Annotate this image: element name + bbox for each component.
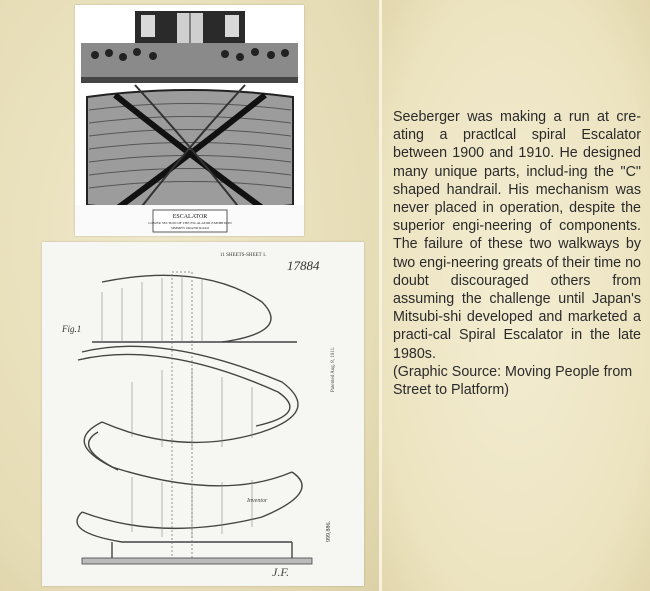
patent-drawing	[42, 242, 364, 586]
patent-corner-mark: J.F.	[272, 565, 290, 579]
engraving-caption-subtitle: LOWER SECTION OF THE ESCALATOR EXHIBITION	[148, 221, 232, 225]
patent-date-label: Patented Aug. 8, 1911.	[331, 346, 336, 392]
graphic-source-caption: (Graphic Source: Moving People from Street to Platform)	[393, 363, 633, 399]
patent-figure-label: Fig.1	[62, 324, 82, 334]
engraving-caption-title: ESCALATOR	[172, 214, 208, 220]
description-text	[393, 108, 641, 399]
svg-text:Inventor: Inventor	[247, 498, 268, 504]
patent-sheet-label: 11 SHEETS-SHEET 1.	[220, 253, 267, 258]
spiral-escalator-patent-drawing	[42, 242, 364, 586]
description-paragraph: Seeberger was making a run at cre-ating a practlcal spiral Escalator between 1900 and 1910. He designed many unique parts, includ-ing the "C" shaped handrail. His mechanism was never placed in operation, despite the superior engi-neering of components. The failure of these two walkways by two engi-neering greats of their time no doubt discouraged others from assuming the challenge until Japan's Mitsubi-shi developed and marketed a practi-cal Spiral Escalator in the late 1980s.	[393, 109, 641, 362]
patent-side-number: 999,886.	[326, 521, 332, 542]
engraving-caption-name: SIMMEN ORAND ROAD	[170, 226, 210, 230]
escalator-exhibition-engraving	[75, 5, 304, 236]
engraving-drawing	[75, 5, 304, 236]
patent-number: 17884	[287, 258, 320, 273]
